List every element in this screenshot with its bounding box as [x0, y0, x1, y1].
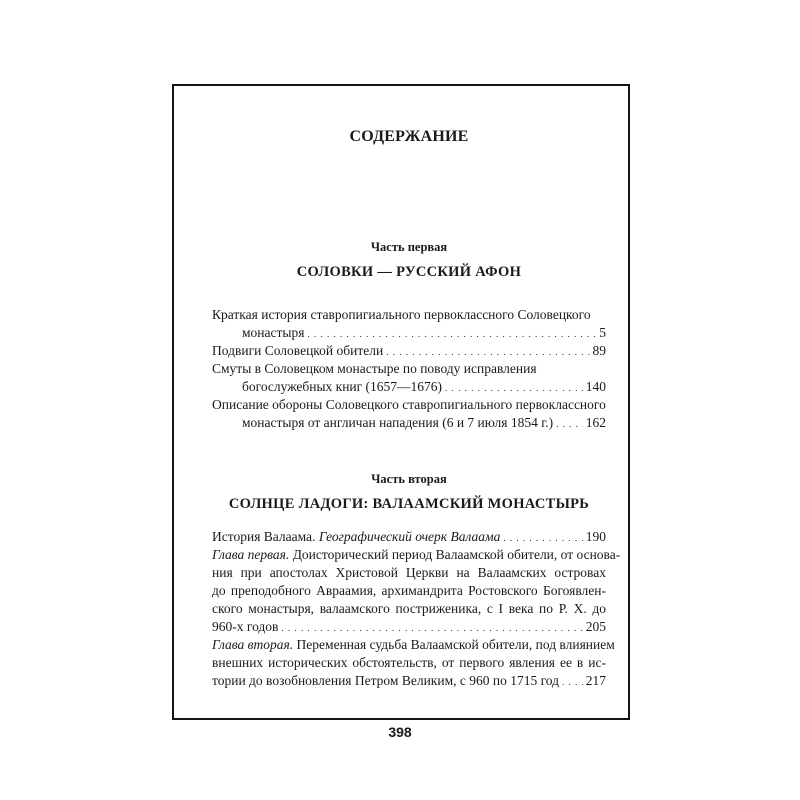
- toc-content: [212, 0, 621, 800]
- part-2-label: Часть вторая: [371, 472, 447, 486]
- toc-entry-1-text: монастыря: [242, 325, 305, 340]
- toc-entry-1-page: 5: [599, 325, 606, 340]
- page-title: СОДЕРЖАНИЕ: [349, 128, 469, 145]
- toc-entry-6-line-1: [212, 546, 621, 564]
- toc-entry-5-italic: Географический очерк Валаама: [318, 529, 501, 544]
- toc-entry-5[interactable]: [212, 528, 606, 547]
- toc-entry-6-text: 960-х годов: [212, 619, 279, 634]
- toc-entry-6[interactable]: [212, 618, 606, 637]
- toc-entry-5-page: 190: [585, 529, 606, 544]
- leader-dots: [281, 619, 582, 637]
- leader-dots: [307, 325, 596, 343]
- toc-entry-4-line-1: Описание обороны Соловецкого ставропигиального первоклассного: [212, 397, 606, 412]
- leader-dots: [386, 343, 589, 361]
- toc-entry-7-page: 217: [585, 673, 606, 688]
- toc-entry-7[interactable]: [212, 672, 606, 691]
- chapter-2-label: Глава вторая.: [212, 637, 294, 652]
- toc-entry-6-page: 205: [585, 619, 606, 634]
- leader-dots: [445, 379, 583, 397]
- toc-entry-6-line-1-text: Доисторический период Валаамской обители, от основа-: [289, 547, 621, 562]
- part-1-label: Часть первая: [370, 240, 448, 254]
- toc-entry-2[interactable]: [212, 342, 606, 361]
- toc-entry-2-text: Подвиги Соловецкой обители: [212, 343, 384, 358]
- toc-entry-3-page: 140: [585, 379, 606, 394]
- leader-dots: [562, 673, 583, 691]
- part-1-title: СОЛОВКИ — РУССКИЙ АФОН: [296, 264, 522, 280]
- leader-dots: [556, 415, 583, 433]
- toc-entry-4[interactable]: [212, 414, 606, 433]
- leader-dots: [503, 529, 582, 547]
- toc-entry-5-plain: История Валаама.: [212, 529, 319, 544]
- toc-entry-3-text: богослужебных книг (1657—1676): [242, 379, 443, 394]
- toc-entry-3[interactable]: [212, 378, 606, 397]
- toc-entry-6-line-2: ния при апостолах Христовой Церкви на Валаамских островах: [212, 565, 606, 580]
- toc-entry-6-line-4: ского монастыря, валаамского постриженика, с I века по Р. Х. до: [212, 601, 606, 616]
- toc-entry-6-line-3: до преподобного Авраамия, архимандрита Ростовского Богоявлен-: [212, 583, 606, 598]
- toc-entry-4-text: монастыря от англичан нападения (6 и 7 июля 1854 г.): [242, 415, 554, 430]
- toc-entry-2-page: 89: [592, 343, 606, 358]
- toc-entry-1-line-1: Краткая история ставропигиального первоклассного Соловецкого: [212, 307, 591, 322]
- toc-entry-4-page: 162: [585, 415, 606, 430]
- toc-entry-1[interactable]: [212, 324, 606, 343]
- toc-entry-7-line-1: [212, 636, 615, 654]
- page-number: 398: [388, 724, 412, 740]
- chapter-1-label: Глава первая.: [212, 547, 290, 562]
- toc-entry-7-text: тории до возобновления Петром Великим, с 960 по 1715 год: [212, 673, 560, 688]
- toc-entry-5-text: [212, 528, 500, 546]
- toc-entry-7-line-2: внешних исторических обстоятельств, от первого явления ее в ис-: [212, 655, 606, 670]
- toc-entry-7-line-1-text: Переменная судьба Валаамской обители, под влиянием: [293, 637, 615, 652]
- part-2-title: СОЛНЦЕ ЛАДОГИ: ВАЛААМСКИЙ МОНАСТЫРЬ: [228, 496, 590, 512]
- toc-entry-3-line-1: Смуты в Соловецком монастыре по поводу исправления: [212, 361, 537, 376]
